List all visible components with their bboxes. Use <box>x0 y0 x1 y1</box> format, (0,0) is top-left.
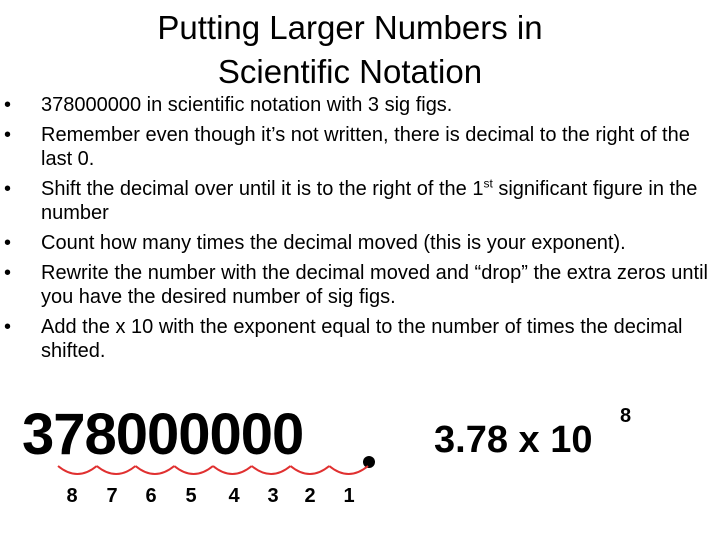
bullet-point-icon: • <box>4 124 12 146</box>
bullet-text: Remember even though it’s not written, there is decimal to the right of the last 0. <box>41 124 690 170</box>
hop-arc <box>58 466 97 474</box>
hop-arc <box>252 466 291 474</box>
hop-count-digit: 5 <box>185 485 197 507</box>
list-item <box>0 177 710 225</box>
bullet-point-icon: • <box>4 178 12 200</box>
scientific-notation-result: 3.78 x 10 <box>434 419 593 461</box>
bullet-point-icon: • <box>4 316 12 338</box>
example-number: 378000000 <box>22 402 304 467</box>
instruction-list <box>0 93 710 369</box>
hop-arc <box>97 466 136 474</box>
scientific-notation-exponent: 8 <box>620 405 632 427</box>
list-item <box>0 231 710 255</box>
hop-count-digit: 4 <box>228 485 240 507</box>
hop-arc <box>174 466 213 474</box>
bullet-text-end: significant figure in the number <box>41 178 698 224</box>
hop-count-digit: 8 <box>66 485 78 507</box>
bullet-point-icon: • <box>4 94 12 116</box>
bullet-text-start: Shift the decimal over until it is to the right of the 1 <box>41 178 484 200</box>
bullet-point-icon: • <box>4 262 12 284</box>
hop-count-digit: 6 <box>145 485 157 507</box>
hop-arc <box>291 466 330 474</box>
hop-count-digit: 3 <box>267 485 279 507</box>
bullet-text: 378000000 in scientific notation with 3 sig figs. <box>41 94 453 116</box>
hop-arc <box>213 466 252 474</box>
bullet-point-icon: • <box>4 232 12 254</box>
bullet-text: Count how many times the decimal moved (this is your exponent). <box>41 232 626 254</box>
hop-count-digit: 1 <box>343 485 355 507</box>
bullet-text: Rewrite the number with the decimal moved and “drop” the extra zeros until you have the desired number of sig figs. <box>41 262 708 308</box>
list-item <box>0 261 710 309</box>
list-item <box>0 93 710 117</box>
ordinal-suffix: st <box>483 176 493 191</box>
list-item <box>0 123 710 171</box>
hop-count-digit: 7 <box>106 485 118 507</box>
list-item <box>0 315 710 363</box>
hop-arc <box>136 466 175 474</box>
hop-count-digit: 2 <box>304 485 316 507</box>
slide-title-line-2: Scientific Notation <box>217 53 483 90</box>
hop-arc <box>329 466 368 474</box>
slide-title <box>100 6 600 94</box>
bullet-text: Add the x 10 with the exponent equal to the number of times the decimal shifted. <box>41 316 683 362</box>
slide-title-line-1: Putting Larger Numbers in <box>157 9 543 46</box>
